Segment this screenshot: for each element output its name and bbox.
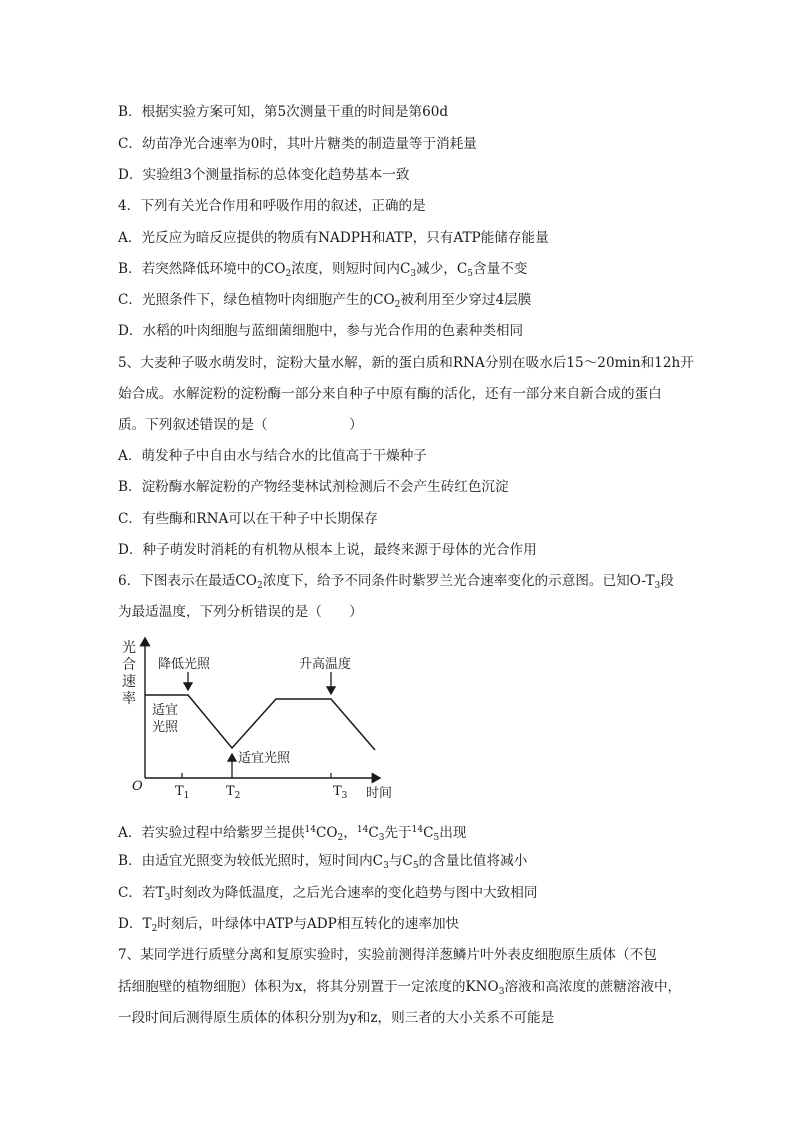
tick-label-t2: $T_2$ (226, 784, 241, 801)
origin-label: O (132, 779, 143, 794)
q5-option-a: A．萌发种子中自由水与结合水的比值高于干燥种子 (118, 448, 427, 464)
q4-option-c: C．光照条件下，绿色植物叶肉细胞产生的$CO_2$被利用至少穿过4层膜 (118, 292, 532, 310)
annotation-raise-temperature: 升高温度 (299, 657, 352, 672)
q5-option-d: D．种子萌发时消耗的有机物从根本上说，最终来源于母体的光合作用 (118, 542, 537, 558)
q3-option-c: C．幼苗净光合速率为0时，其叶片糖类的制造量等于消耗量 (118, 136, 477, 152)
q7-stem-line-3: 一段时间后测得原生质体的体积分别为y和z，则三者的大小关系不可能是 (118, 1010, 555, 1026)
q4-option-b: B．若突然降低环境中的$CO_2$浓度，则短时间内$C_3$减少，$C_5$含量不变 (118, 261, 528, 279)
x-axis-label: 时间 (366, 786, 393, 801)
q5-stem-line-3: 质。下列叙述错误的是（ ） (118, 417, 363, 433)
q4-option-a: A．光反应为暗反应提供的物质有NADPH和ATP，只有ATP能储存能量 (118, 230, 549, 246)
annotation-suitable-light-line-1: 适宜 (152, 703, 179, 718)
photosynthesis-rate-diagram (118, 632, 393, 802)
y-axis-label-char-1: 光 (122, 640, 136, 656)
annotation-reduce-light: 降低光照 (158, 657, 211, 672)
annotation-suitable-light-t2: 适宜光照 (238, 751, 291, 766)
q5-stem-line-1: 5、大麦种子吸水萌发时，淀粉大量水解，新的蛋白质和RNA分别在吸水后15～20min和12h开 (118, 355, 694, 371)
q3-option-d: D．实验组3个测量指标的总体变化趋势基本一致 (118, 167, 410, 183)
q6-option-b: B．由适宜光照变为较低光照时，短时间内$C_3$与$C_5$的含量比值将减小 (118, 853, 528, 871)
tick-label-t1: $T_1$ (175, 784, 190, 801)
annotation-suitable-light-line-2: 光照 (152, 720, 179, 735)
q6-stem-line-2: 为最适温度，下列分析错误的是（ ） (118, 604, 363, 620)
q5-option-b: B．淀粉酶水解淀粉的产物经斐林试剂检测后不会产生砖红色沉淀 (118, 479, 509, 495)
y-axis-label-char-3: 速 (122, 674, 136, 690)
q7-stem-line-2: 括细胞壁的植物细胞）体积为x，将其分别置于一定浓度的$KNO_3$溶液和高浓度的蔗糖溶液中， (118, 979, 682, 997)
q6-option-c: C．若$T_3$时刻改为降低温度，之后光合速率的变化趋势与图中大致相同 (118, 885, 538, 903)
q6-option-a: A．若实验过程中给紫罗兰提供$^{14}CO_2$，$^{14}C_3$先于$^{14}C_5$出现 (118, 825, 467, 843)
q5-option-c: C．有些酶和RNA可以在干种子中长期保存 (118, 511, 378, 527)
q6-option-d: D．$T_2$时刻后，叶绿体中ATP与ADP相互转化的速率加快 (118, 916, 460, 934)
q5-stem-line-2: 始合成。水解淀粉的淀粉酶一部分来自种子中原有酶的活化，还有一部分来自新合成的蛋白 (118, 386, 662, 402)
q6-stem-line-1: 6．下图表示在最适$CO_2$浓度下，给予不同条件时紫罗兰光合速率变化的示意图。已知$O-T_3$段 (118, 573, 674, 591)
tick-label-t3: $T_3$ (333, 784, 348, 801)
q7-stem-line-1: 7、某同学进行质壁分离和复原实验时，实验前测得洋葱鳞片叶外表皮细胞原生质体（不包 (118, 947, 657, 963)
q4-stem: 4．下列有关光合作用和呼吸作用的叙述，正确的是 (118, 198, 426, 214)
rate-curve (145, 695, 375, 750)
y-axis-label-char-2: 合 (122, 657, 136, 673)
q3-option-b: B．根据实验方案可知，第5次测量干重的时间是第60d (118, 104, 449, 120)
y-axis-label-char-4: 率 (122, 691, 136, 707)
q4-option-d: D．水稻的叶肉细胞与蓝细菌细胞中，参与光合作用的色素种类相同 (118, 323, 524, 339)
